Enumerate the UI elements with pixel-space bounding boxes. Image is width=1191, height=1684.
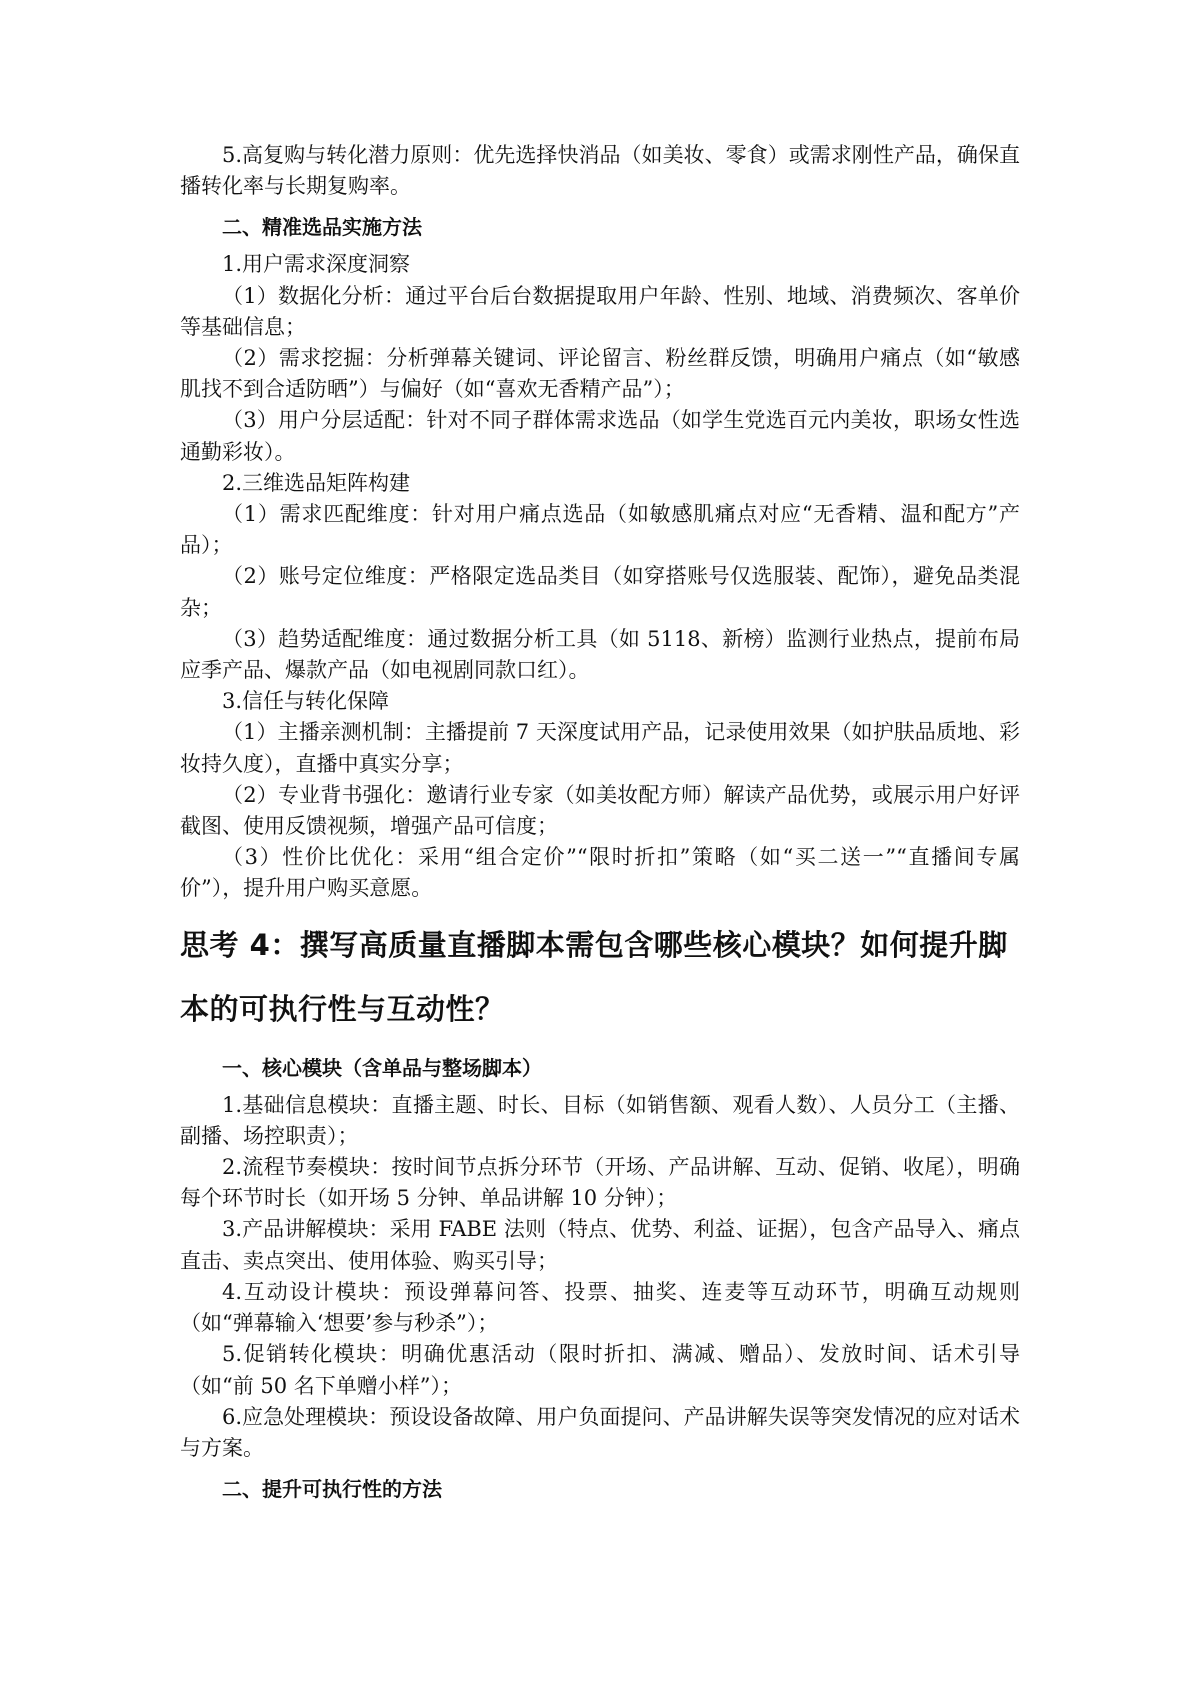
section-heading-selection-methods: 二、精准选品实施方法 [222, 215, 422, 240]
subheading-user-needs: 1.用户需求深度洞察 [222, 252, 411, 277]
thinking-4-title: 思考 4：撰写高质量直播脚本需包含哪些核心模块？如何提升脚本的可执行性与互动性？ [180, 927, 1008, 1026]
paragraph-data-analysis: （1）数据化分析：通过平台后台数据提取用户年龄、性别、地域、消费频次、客单价等基础信息； [180, 283, 1020, 339]
paragraph-host-testing: （1）主播亲测机制：主播提前 7 天深度试用产品，记录使用效果（如护肤品质地、彩妆持久度），直播中真实分享； [180, 720, 1020, 776]
paragraph-flow-rhythm-module: 2.流程节奏模块：按时间节点拆分环节（开场、产品讲解、互动、促销、收尾），明确每个环节时长（如开场 5 分钟、单品讲解 10 分钟）； [180, 1155, 1020, 1211]
document-body [180, 140, 1020, 1511]
paragraph-needs-match: （1）需求匹配维度：针对用户痛点选品（如敏感肌痛点对应“无香精、温和配方”产品）； [180, 502, 1020, 558]
paragraph-user-segmentation: （3）用户分层适配：针对不同子群体需求选品（如学生党选百元内美妆，职场女性选通勤彩妆）。 [180, 408, 1020, 464]
paragraph-promotion-module: 5.促销转化模块：明确优惠活动（限时折扣、满减、赠品）、发放时间、话术引导（如“前 50 名下单赠小样”）； [180, 1342, 1020, 1398]
section-heading-executability: 二、提升可执行性的方法 [222, 1477, 442, 1502]
paragraph-interaction-module: 4.互动设计模块：预设弹幕问答、投票、抽奖、连麦等互动环节，明确互动规则（如“弹幕输入‘想要’参与秒杀”）； [180, 1279, 1020, 1336]
paragraph-product-explain-module: 3.产品讲解模块：采用 FABE 法则（特点、优势、利益、证据），包含产品导入、痛点直击、卖点突出、使用体验、购买引导； [180, 1217, 1020, 1273]
paragraph-expert-endorsement: （2）专业背书强化：邀请行业专家（如美妆配方师）解读产品优势，或展示用户好评截图、使用反馈视频，增强产品可信度； [180, 782, 1020, 839]
paragraph-trend-adaptation: （3）趋势适配维度：通过数据分析工具（如 5118、新榜）监测行业热点，提前布局应季产品、爆款产品（如电视剧同款口红）。 [180, 626, 1020, 683]
paragraph-emergency-module: 6.应急处理模块：预设设备故障、用户负面提问、产品讲解失误等突发情况的应对话术与方案。 [180, 1404, 1020, 1460]
section-heading-core-modules: 一、核心模块（含单品与整场脚本） [222, 1055, 542, 1080]
paragraph-basic-info-module: 1.基础信息模块：直播主题、时长、目标（如销售额、观看人数）、人员分工（主播、副播、场控职责）； [180, 1092, 1020, 1148]
paragraph-value-optimization: （3）性价比优化：采用“组合定价”“限时折扣”策略（如“买二送一”“直播间专属价”），提升用户购买意愿。 [180, 845, 1020, 901]
paragraph-account-positioning: （2）账号定位维度：严格限定选品类目（如穿搭账号仅选服装、配饰），避免品类混杂； [180, 564, 1020, 620]
paragraph-principle-5: 5.高复购与转化潜力原则：优先选择快消品（如美妆、零食）或需求刚性产品，确保直播转化率与长期复购率。 [180, 143, 1020, 199]
subheading-trust-conversion: 3.信任与转化保障 [222, 689, 390, 714]
paragraph-needs-mining: （2）需求挖掘：分析弹幕关键词、评论留言、粉丝群反馈，明确用户痛点（如“敏感肌找不到合适防晒”）与偏好（如“喜欢无香精产品”）； [180, 346, 1020, 402]
subheading-3d-matrix: 2.三维选品矩阵构建 [222, 470, 411, 495]
